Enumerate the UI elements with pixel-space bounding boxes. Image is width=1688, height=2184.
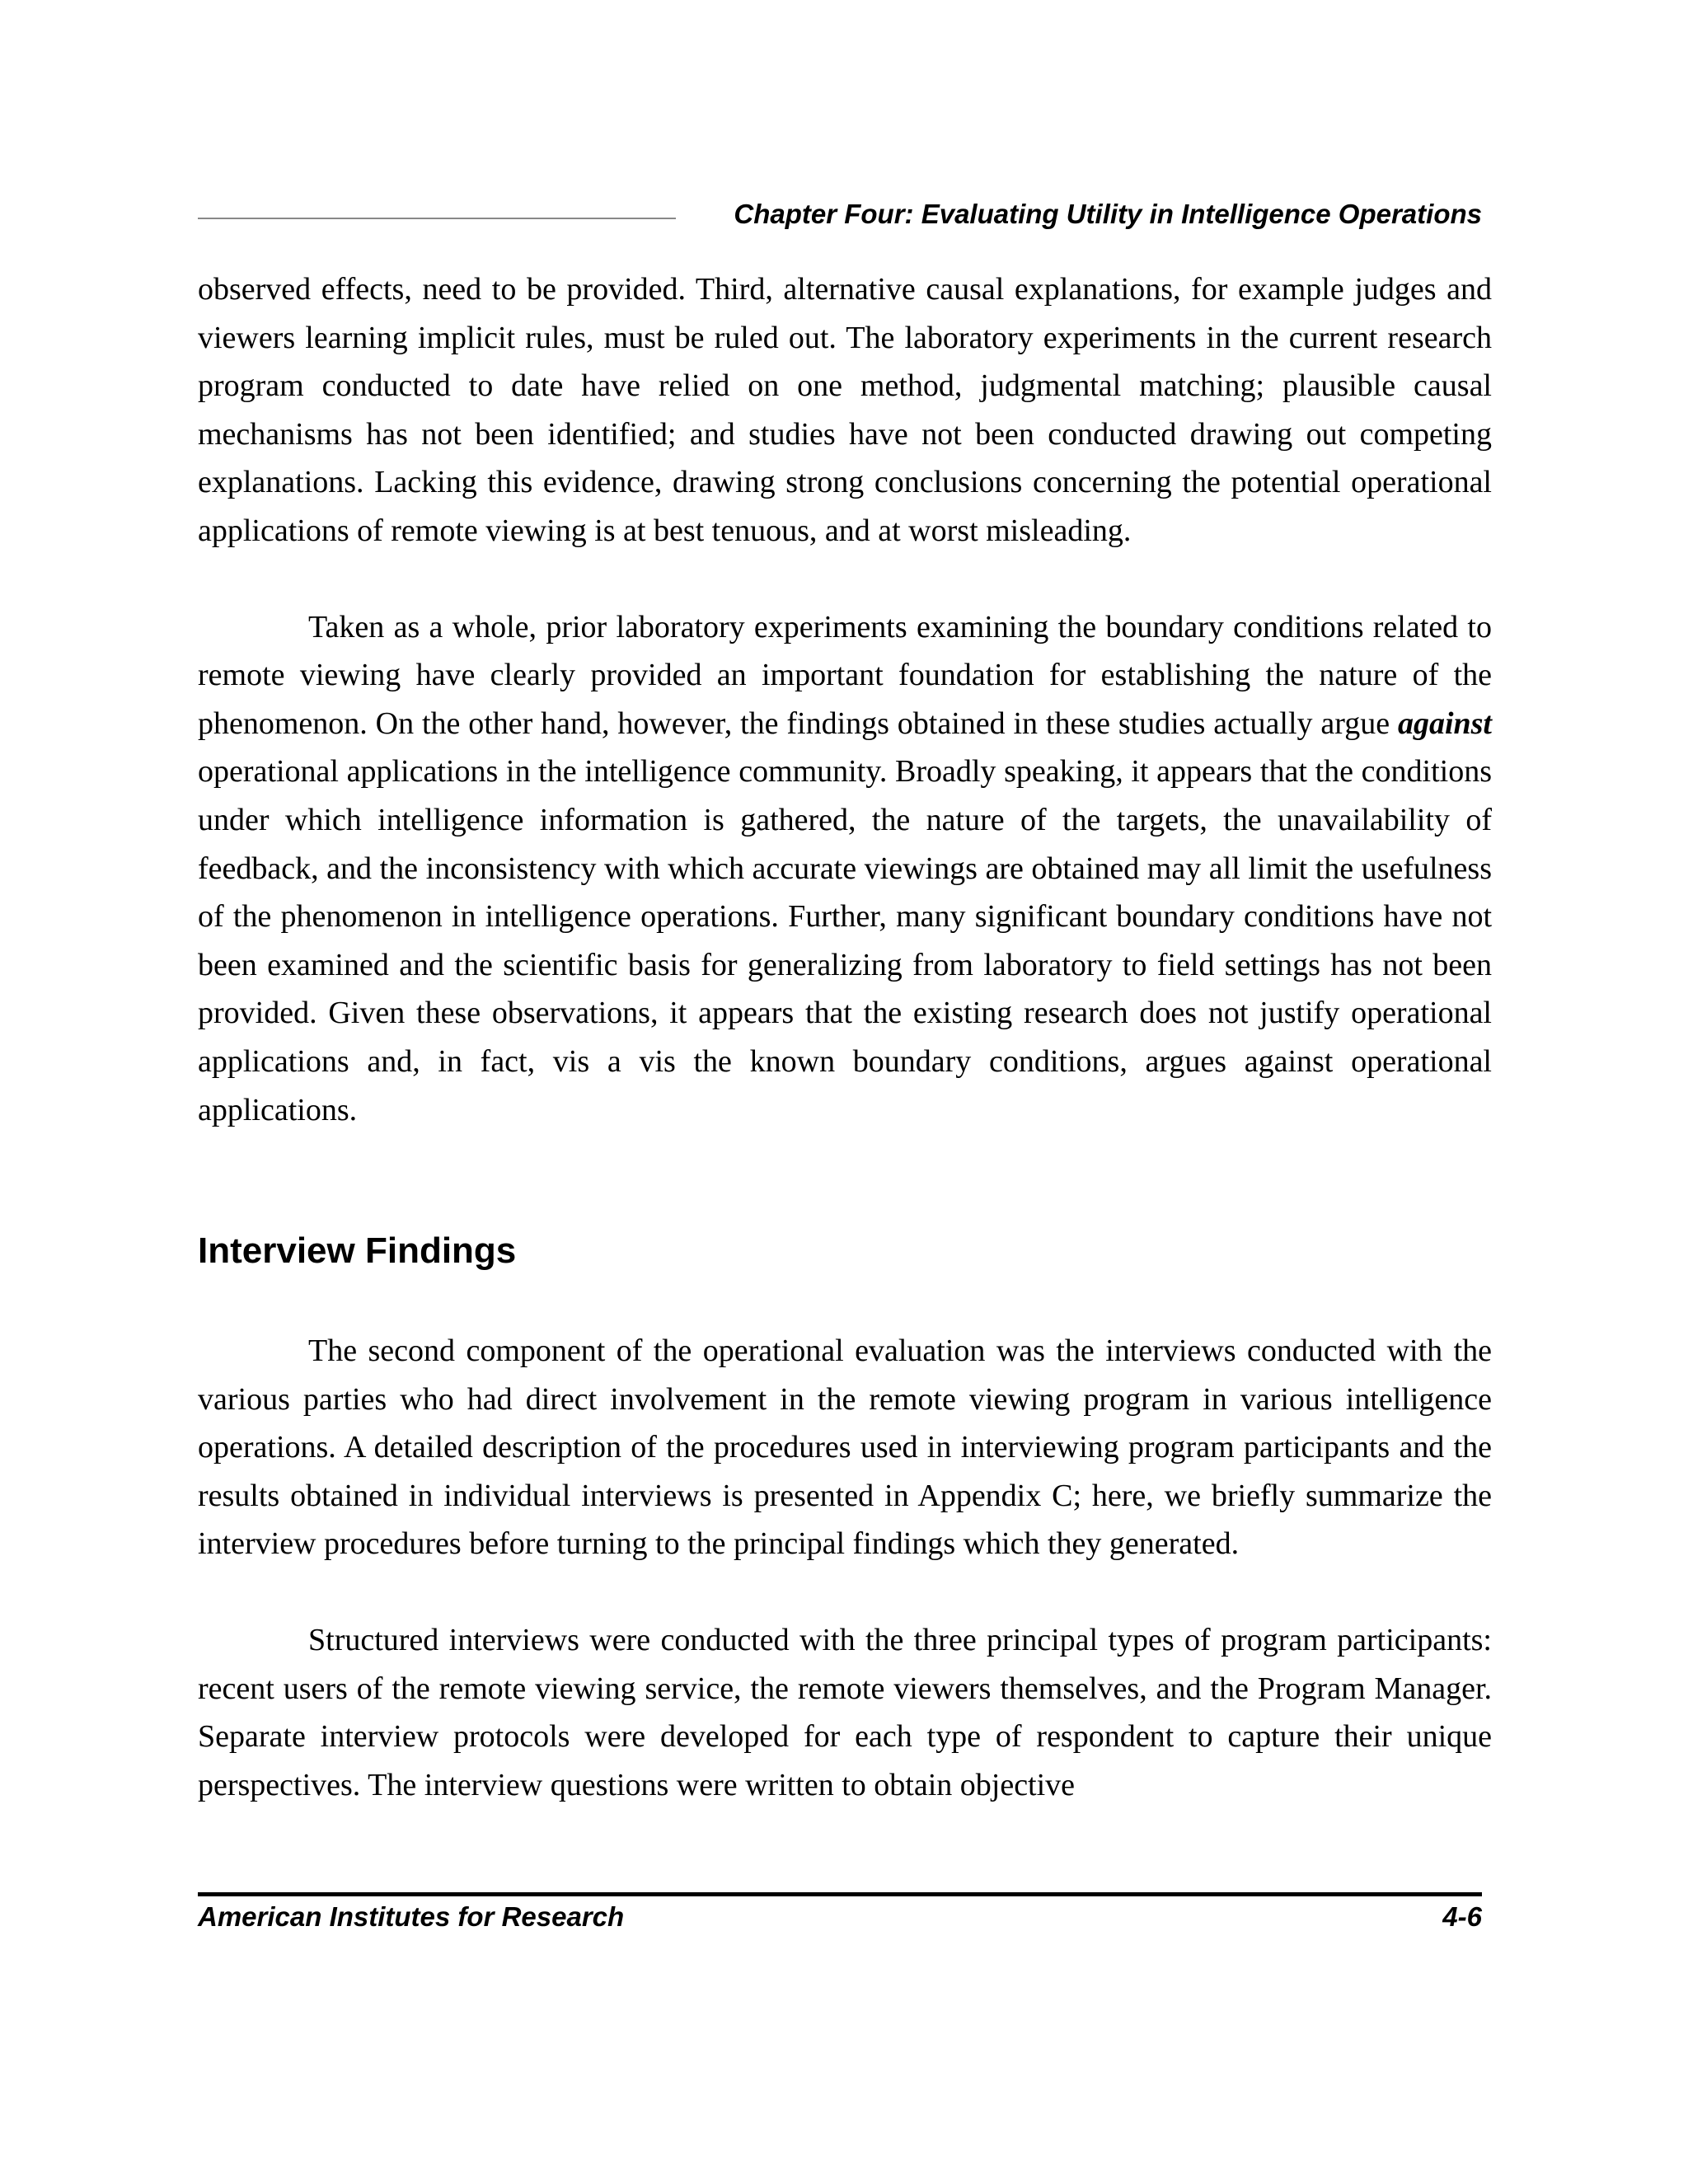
footer-organization: American Institutes for Research [198, 1901, 625, 1932]
paragraph-2-emphasis: against [1397, 705, 1492, 741]
header-rule [198, 218, 676, 219]
paragraph-1: observed effects, need to be provided. Third, alternative causal explanations, for example judges and viewers learning implicit rules, must be ruled out. The laboratory experiments in the current research program conducted to date have relied on one method, judgmental matching; plausible causal mechanisms has not been identified; and studies have not been conducted drawing out competing explanations. Lacking this evidence, drawing strong conclusions concerning the potential operational applications of remote viewing is at best tenuous, and at worst misleading. [198, 272, 1492, 548]
footer-page-number: 4-6 [1442, 1901, 1482, 1932]
paragraph-2-text-after: operational applications in the intelligence community. Broadly speaking, it appears that the conditions under which intelligence information is gathered, the nature of the targets, the unavailability of feedback, and the inconsistency with which accurate viewings are obtained may all limit the usefulness of the phenomenon in intelligence operations. Further, many significant boundary conditions have not been examined and the scientific basis for generalizing from laboratory to field settings has not been provided. Given these observations, it appears that the existing research does not justify operational applications and, in fact, vis a vis the known boundary conditions, argues against operational applications. [198, 754, 1492, 1127]
paragraph-4: Structured interviews were conducted with the three principal types of program participants: recent users of the remote viewing service, the remote viewers themselves, and the Program Manager. Separate interview protocols were developed for each type of respondent to capture their unique perspectives. The interview questions were written to obtain objective [198, 1623, 1492, 1802]
paragraph-2-text-before: Taken as a whole, prior laboratory experiments examining the boundary conditions related to remote viewing have clearly provided an important foundation for establishing the nature of the phenomenon. On the other hand, however, the findings obtained in these studies actually argue [198, 609, 1492, 741]
paragraph-2 [198, 603, 1492, 1135]
section-heading: Interview Findings [198, 1230, 517, 1272]
paragraph-3: The second component of the operational evaluation was the interviews conducted with the various parties who had direct involvement in the remote viewing program in various intelligence operations. A detailed description of the procedures used in interviewing program participants and the results obtained in individual interviews is presented in Appendix C; here, we briefly summarize the interview procedures before turning to the principal findings which they generated. [198, 1333, 1492, 1562]
footer-rule [198, 1892, 1482, 1896]
running-header-title: Chapter Four: Evaluating Utility in Intelligence Operations [734, 199, 1482, 229]
body-text [198, 265, 1492, 1809]
